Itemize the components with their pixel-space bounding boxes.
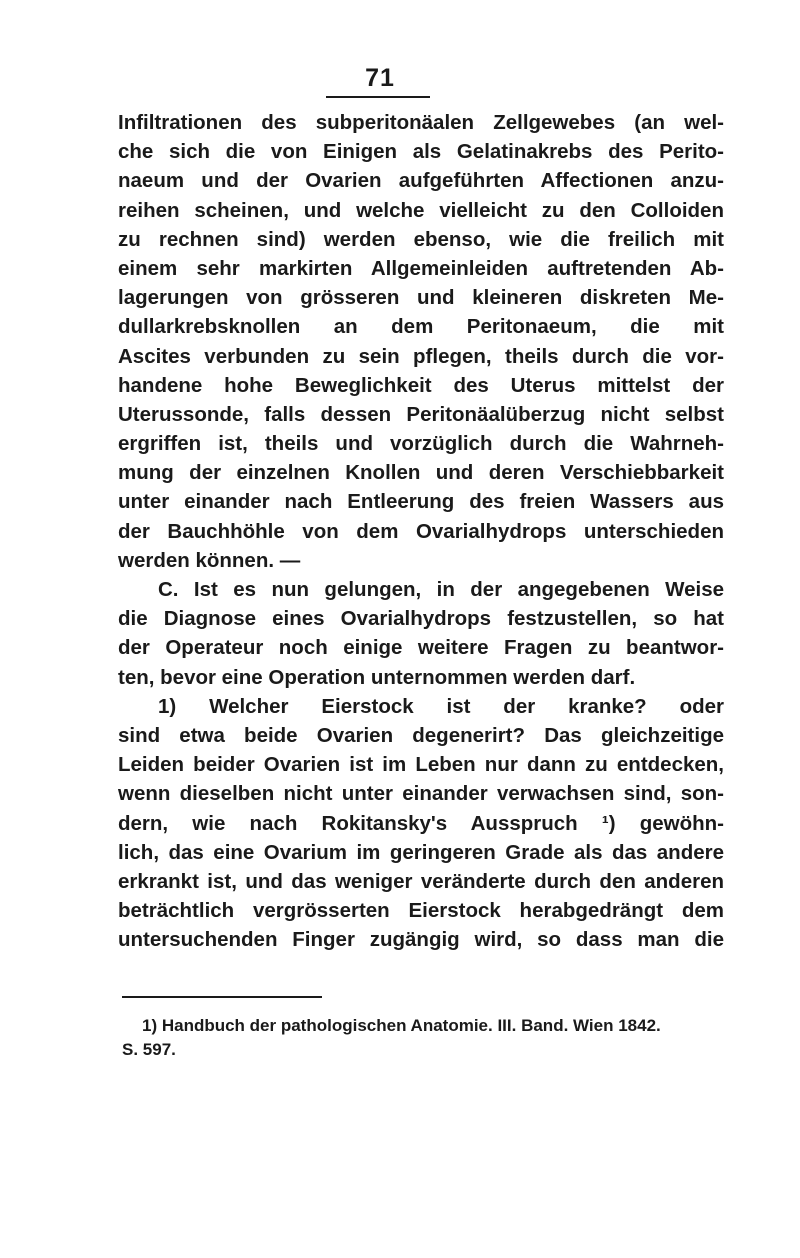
text-line: einem sehr markirten Allgemeinleiden auftretenden Ab- <box>118 256 724 280</box>
page-number: 71 <box>365 64 395 92</box>
footnote-line: S. 597. <box>122 1040 176 1059</box>
text-line: dern, wie nach Rokitansky's Ausspruch ¹) gewöhn- <box>118 811 724 835</box>
footnote-rule <box>122 996 322 998</box>
text-line: lagerungen von grösseren und kleineren diskreten Me- <box>118 286 724 310</box>
text-line: ten, bevor eine Operation unternommen werden darf. <box>118 665 636 689</box>
text-line: C. Ist es nun gelungen, in der angegebenen Weise <box>158 578 724 601</box>
footnote-line: 1) Handbuch der pathologischen Anatomie. III. Band. Wien 1842. <box>142 1016 661 1035</box>
text-line: wenn dieselben nicht unter einander verwachsen sind, son- <box>118 782 724 806</box>
footnotes <box>122 1014 722 1062</box>
text-line: Uterussonde, falls dessen Peritonäalüberzug nicht selbst <box>118 402 724 426</box>
header-rule <box>326 96 430 98</box>
text-line: der Bauchhöhle von dem Ovarialhydrops unterschieden <box>118 519 724 543</box>
body-text <box>118 108 724 954</box>
text-line: untersuchenden Finger zugängig wird, so dass man die <box>118 928 724 952</box>
text-line: zu rechnen sind) werden ebenso, wie die freilich mit <box>118 227 724 251</box>
text-line: 1) Welcher Eierstock ist der kranke? oder <box>158 694 724 718</box>
text-line: der Operateur noch einige weitere Fragen zu beantwor- <box>118 636 724 660</box>
text-line: unter einander nach Entleerung des freien Wassers aus <box>118 490 724 514</box>
text-line: Ascites verbunden zu sein pflegen, theils durch die vor- <box>118 344 724 368</box>
text-line: reihen scheinen, und welche vielleicht zu den Colloiden <box>118 198 724 222</box>
text-line: Leiden beider Ovarien ist im Leben nur dann zu entdecken, <box>118 753 724 777</box>
text-line: naeum und der Ovarien aufgeführten Affectionen anzu- <box>118 169 724 193</box>
text-line: ergriffen ist, theils und vorzüglich durch die Wahrneh- <box>118 432 724 456</box>
text-line: werden können. — <box>118 548 301 572</box>
text-line: erkrankt ist, und das weniger veränderte durch den anderen <box>118 869 724 893</box>
text-line: die Diagnose eines Ovarialhydrops festzustellen, so hat <box>118 607 724 631</box>
text-line: dullarkrebsknollen an dem Peritonaeum, die mit <box>118 315 724 339</box>
text-line: lich, das eine Ovarium im geringeren Grade als das andere <box>118 840 724 864</box>
text-line: Infiltrationen des subperitonäalen Zellgewebes (an wel- <box>118 111 724 134</box>
text-line: che sich die von Einigen als Gelatinakrebs des Perito- <box>118 140 724 164</box>
text-line: mung der einzelnen Knollen und deren Verschiebbarkeit <box>118 461 724 485</box>
text-line: beträchtlich vergrösserten Eierstock herabgedrängt dem <box>118 899 724 923</box>
text-line: handene hohe Beweglichkeit des Uterus mittelst der <box>118 373 724 397</box>
text-line: sind etwa beide Ovarien degenerirt? Das gleichzeitige <box>118 723 724 747</box>
